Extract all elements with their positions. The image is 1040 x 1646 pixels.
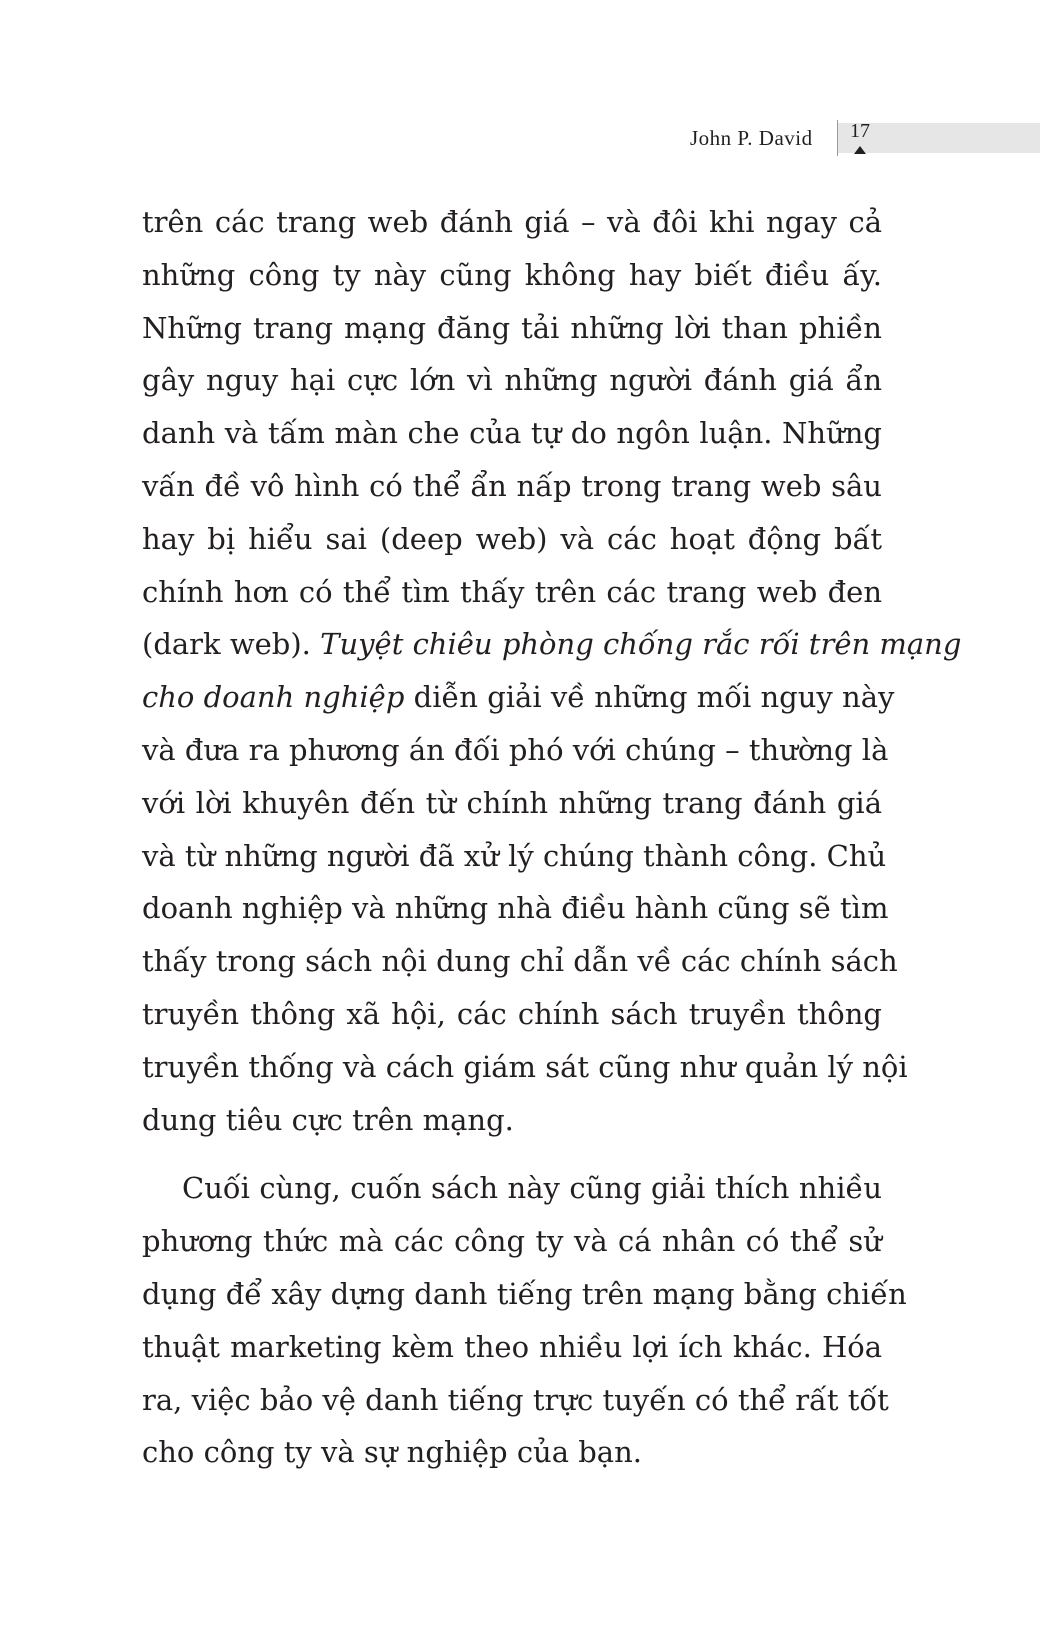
- text-line: hay bị hiểu sai (deep web) và các hoạt động bất: [142, 521, 882, 556]
- text-line: chính hơn có thể tìm thấy trên các trang web đen: [142, 574, 882, 609]
- text-line: danh và tấm màn che của tự do ngôn luận. Những: [142, 416, 882, 451]
- text-line: gây nguy hại cực lớn vì những người đánh giá ẩn: [142, 363, 882, 398]
- paragraph-1: [142, 196, 962, 1146]
- text-line: phương thức mà các công ty và cá nhân có thể sử: [142, 1224, 882, 1259]
- text-line: cho công ty và sự nghiệp của bạn.: [142, 1435, 642, 1470]
- text-line: những công ty này cũng không hay biết điều ấy.: [142, 257, 882, 292]
- text-fragment: (dark web).: [142, 627, 311, 662]
- header-divider: [837, 120, 838, 156]
- triangle-marker-icon: [854, 146, 866, 154]
- text-line: thấy trong sách nội dung chỉ dẫn về các chính sách: [142, 944, 898, 979]
- text-fragment: diễn giải về những mối nguy này: [413, 680, 895, 715]
- page-body: [142, 196, 962, 1479]
- text-line: và từ những người đã xử lý chúng thành công. Chủ: [142, 838, 887, 873]
- text-line: Cuối cùng, cuốn sách này cũng giải thích nhiều: [182, 1171, 882, 1206]
- text-line: ra, việc bảo vệ danh tiếng trực tuyến có thể rất tốt: [142, 1382, 889, 1417]
- page-number: 17: [850, 120, 870, 142]
- paragraph-2: [142, 1162, 907, 1479]
- text-line: với lời khuyên đến từ chính những trang đánh giá: [142, 785, 882, 820]
- running-header-author: John P. David: [690, 126, 813, 150]
- text-line: thuật marketing kèm theo nhiều lợi ích khác. Hóa: [142, 1329, 882, 1364]
- book-title-fragment: Tuyệt chiêu phòng chống rắc rối trên mạng: [320, 627, 962, 662]
- paragraph-gap: [142, 1146, 882, 1162]
- text-line: dụng để xây dựng danh tiếng trên mạng bằng chiến: [142, 1276, 907, 1311]
- text-line: Những trang mạng đăng tải những lời than phiền: [142, 310, 882, 345]
- text-line: dung tiêu cực trên mạng.: [142, 1102, 514, 1137]
- text-line: doanh nghiệp và những nhà điều hành cũng sẽ tìm: [142, 891, 889, 926]
- book-title-fragment: cho doanh nghiệp: [142, 680, 405, 715]
- text-line: truyền thống và cách giám sát cũng như quản lý nội: [142, 1049, 908, 1084]
- text-line: vấn đề vô hình có thể ẩn nấp trong trang web sâu: [142, 468, 882, 503]
- text-line: [142, 671, 895, 724]
- text-line: [142, 618, 962, 671]
- text-line: trên các trang web đánh giá – và đôi khi ngay cả: [142, 205, 882, 239]
- text-line: và đưa ra phương án đối phó với chúng – thường là: [142, 732, 889, 767]
- text-line: truyền thông xã hội, các chính sách truyền thông: [142, 996, 882, 1031]
